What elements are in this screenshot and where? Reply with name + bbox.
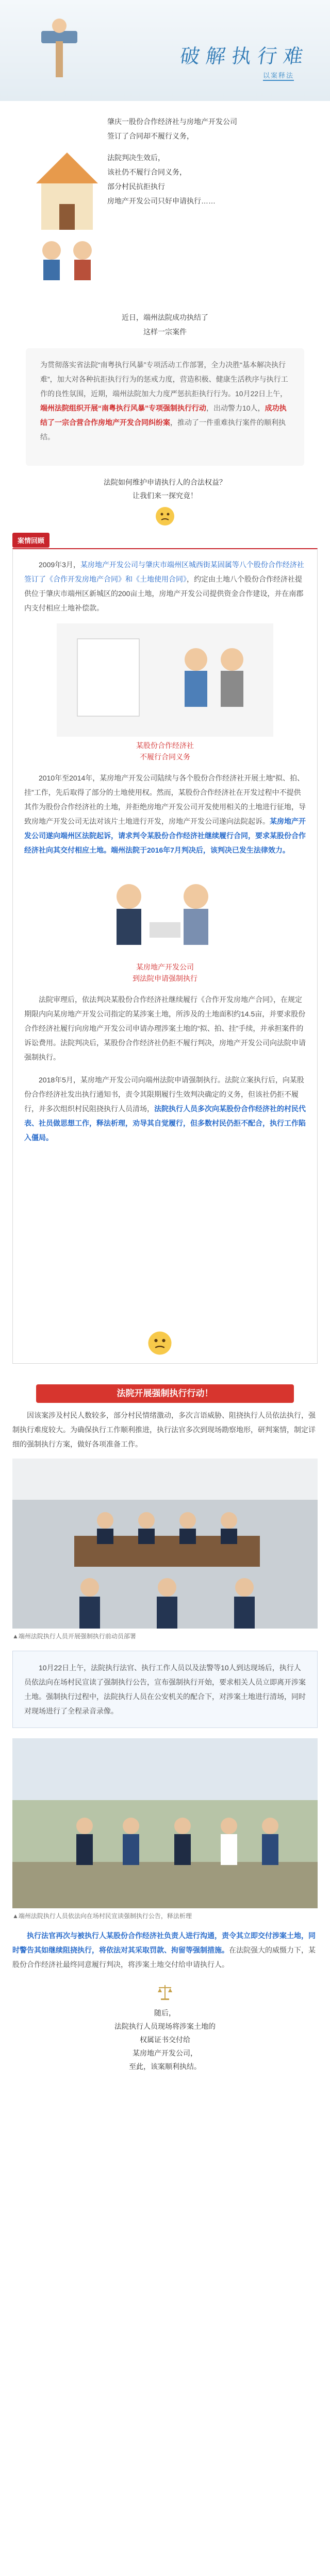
question-line-2: 让我们来一探究竟！ (133, 492, 197, 500)
intro-line-1: 肇庆一股份合作经济社与房地产开发公司 (107, 117, 237, 126)
action-highlight-box (12, 1651, 318, 1728)
case-section-header (0, 533, 330, 548)
finale-block (0, 1982, 330, 2085)
action-section-title: 法院开展强制执行行动！ (36, 1384, 294, 1403)
intro-line-6: 房地产开发公司只好申请执行…… (107, 197, 216, 205)
header-banner (0, 0, 330, 101)
action-photo-2 (12, 1738, 318, 1908)
finale-line-4: 某房地产开发公司， (133, 2049, 197, 2057)
banner-title: 破解执行难 (178, 45, 311, 67)
case-paragraph-2: 2010年至2014年，某房地产开发公司陆续与各个股份合作经济社开展土地“拟、拍、挂”工作，先后取得了部分的土地使用权。然而，某股份合作经济社在开发过程中不提供其作为股份合作经济社的土地，并拒绝房地产开发公司开发使用相关的土地进行征地，导致房地产开发公司无法对该片土地进行开发，房地产开发公司遂向法院起诉。某房地产开发公司遂向端州区法院起诉，请求判令某股份合作经济社继续履行合同，要求某股份合作经济社向其交付相应土地。端州法院于2016年7月判决后，该判决已发生法律效力。 (24, 774, 306, 854)
case-caption-1-line-1: 某股份合作经济社 (136, 741, 194, 750)
case-paragraph-3: 法院审理后，依法判决某股份合作经济社继续履行《合作开发房地产合同》，在规定期限内向某房地产开发公司指定的某涉案土地，所涉及的土地面积约14.5亩，并要求股份合作经济社履行向房地产开发公司申请办理涉案土地的“拟、拍、挂”手续，并承担案件的诉讼费用。法院判决后，某股份合作经济社仍拒不履行判决，房地产开发公司向法院申请强制执行。 (24, 995, 306, 1061)
finale-line-2: 法院执行人员现场将涉案土地的 (114, 2022, 216, 2030)
action-section-header (0, 1379, 330, 1408)
action-highlight-text: 10月22日上午，法院执行法官、执行工作人员以及法警等10人到达现场后，执行人员依法向在场村民宣读了强制执行公告，宣布强制执行开始，要求相关人员立即离开涉案土地。强制执行过程中，法院执行人员在公安机关的配合下，对涉案土地进行清场，同时对现场进行了全程录音录像。 (24, 1664, 306, 1715)
case-section-body (12, 548, 318, 1364)
intro-quote-box (26, 348, 304, 466)
house-illustration (31, 116, 103, 286)
action-photo-1 (12, 1459, 318, 1629)
case-caption-2-line-2: 到法院申请强制执行 (133, 974, 197, 982)
case-paragraph-4: 2018年5月，某房地产开发公司向端州法院申请强制执行。法院立案执行后，向某股份合作经济社发出执行通知书，责令其限期履行生效判决确定的义务，但该社仍拒不履行，并多次组织村民阻挠执行人员清场，法院执行人员多次向某股份合作经济社的村民代表、社员做思想工作，释法析理，劝导其自觉履行，但多数村民仍拒不配合，执行工作陷入僵局。 (24, 1076, 306, 1142)
action-photo-1-caption: ▲端州法院执行人员开展强制执行前动员部署 (12, 1633, 136, 1640)
thinking-emoji-icon (155, 506, 175, 527)
gavel-hand-illustration (31, 10, 93, 88)
meeting-photo-illustration (12, 1459, 318, 1629)
banner-subtitle: 以案释法 (263, 70, 294, 81)
scales-of-justice-icon (155, 1982, 175, 2003)
case-tag: 案情回顾 (12, 533, 50, 548)
finale-line-3: 权属证书交付给 (140, 2036, 190, 2044)
case-illustration-2 (88, 866, 242, 958)
question-block (0, 466, 330, 533)
case-caption-1-line-2: 不履行合同义务 (140, 753, 190, 761)
question-line-1: 法院如何维护申请执行人的合法权益？ (104, 478, 226, 486)
intro-line-3: 法院判决生效后， (107, 154, 165, 162)
thinking-emoji-icon-2 (147, 1330, 173, 1356)
finale-line-1: 随后， (154, 2009, 176, 2017)
intro-line-5: 部分村民抗拒执行 (107, 182, 165, 191)
intro-closing-1: 近日，端州法院成功执结了 (122, 313, 208, 321)
case-illustration-1 (57, 623, 273, 737)
intro-line-2: 签订了合同却不履行义务， (107, 132, 194, 140)
case-paragraph-1: 2009年3月，某房地产开发公司与肇庆市端州区城西街某固属等八个股份合作经济社签订了《合作开发房地产合同》和《土地使用合同》，约定由土地八个股份合作经济社提供位于肇庆市端州区新城区的200亩土地，房地产开发公司提供资金合作建设，并在南郡内支付相应土地补偿款。 (24, 561, 304, 612)
action-photo-2-caption: ▲端州法院执行人员依法向在场村民宣读强制执行公告，释法析理 (12, 1912, 192, 1920)
intro-closing-2: 这样一宗案件 (143, 328, 187, 336)
case-caption-2-line-1: 某房地产开发公司 (136, 963, 194, 971)
action-paragraph-1: 因该案涉及村民人数较多，部分村民情绪激动，多次言语威胁、阻挠执行人员依法执行，强制执行难度较大。为确保执行工作顺利推进，执行法官多次到现场勘察地形，研判案情，制定详细的强制执行方案，做好各项准备工作。 (12, 1411, 316, 1448)
intro-story (0, 101, 330, 348)
finale-line-5: 至此，该案顺利执结。 (129, 2062, 201, 2071)
action-paragraph-2: 执行法官再次与被执行人某股份合作经济社负责人进行沟通，责令其立即交付涉案土地，同时警告其如继续阻挠执行，将依法对其采取罚款、拘留等强制措施。在法院强大的威慑力下，某股份合作经济社最终同意履行判决，将涉案土地交付给申请执行人。 (12, 1931, 316, 1969)
field-photo-illustration (12, 1738, 318, 1908)
intro-quote-text: 为贯彻落实省法院“南粤执行风暴”专项活动工作部署，全力决胜“基本解决执行难”，加大对各种抗拒执行行为的惩戒力度，营造积极、健康生活秩序与执行工作的良性氛围，近期，端州法院加大力度严惩抗拒执行行为。10月22日上午，端州法院组织开展“南粤执行风暴”专项强制执行行动，出动警力10人，成功执结了一宗合营合作房地产开发合同纠纷案，推动了一件重难执行案件的顺利执结。 (40, 361, 288, 441)
intro-line-4: 该社仍不履行合同义务， (107, 168, 187, 176)
